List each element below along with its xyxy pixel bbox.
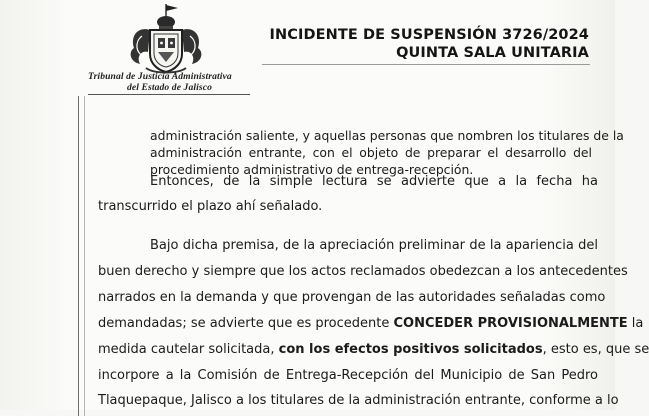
text-line: Tlaquepaque, Jalisco a los titulares de la administración entrante, conforme a lo bbox=[98, 393, 619, 408]
margin-rule-secondary bbox=[84, 96, 85, 416]
chamber-name: QUINTA SALA UNITARIA bbox=[396, 45, 589, 61]
bold-phrase: CONCEDER PROVISIONALMENTE bbox=[393, 316, 628, 331]
court-state: del Estado de Jalisco bbox=[127, 82, 212, 93]
court-name: Tribunal de Justicia Administrativa bbox=[88, 71, 232, 82]
text-line: Bajo dicha premisa, de la apreciación preliminar de la apariencia del bbox=[150, 238, 598, 253]
text-line: narrados en la demanda y que provengan de las autoridades señaladas como bbox=[98, 290, 606, 305]
text-line: administración entrante, con el objeto de preparar el desarrollo del bbox=[150, 145, 592, 160]
coat-of-arms-seal bbox=[120, 2, 212, 78]
text-run: demandadas; se advierte que es procedente bbox=[98, 316, 394, 331]
text-run: medida cautelar solicitada, bbox=[98, 342, 279, 357]
text-line bbox=[98, 342, 649, 357]
text-line: buen derecho y siempre que los actos reclamados obedezcan a los antecedentes bbox=[98, 264, 628, 279]
text-line: administración saliente, y aquellas personas que nombren los titulares de la bbox=[150, 128, 624, 143]
header-rule bbox=[262, 64, 590, 65]
text-run: , esto es, que se bbox=[542, 342, 649, 357]
text-line: incorpore a la Comisión de Entrega-Recepción del Municipio de San Pedro bbox=[98, 368, 598, 383]
bold-phrase: con los efectos positivos solicitados bbox=[278, 342, 543, 357]
text-line: transcurrido el plazo ahí señalado. bbox=[98, 199, 323, 214]
margin-rule bbox=[78, 96, 79, 416]
case-number: INCIDENTE DE SUSPENSIÓN 3726/2024 bbox=[269, 27, 589, 43]
text-run: la bbox=[627, 316, 644, 331]
text-line: Entonces, de la simple lectura se advierte que a la fecha ha bbox=[150, 174, 598, 189]
text-line bbox=[98, 316, 644, 331]
case-header bbox=[270, 26, 589, 62]
text-line: procedimiento administrativo de entrega-recepción. bbox=[150, 162, 474, 177]
court-underline bbox=[88, 94, 250, 95]
